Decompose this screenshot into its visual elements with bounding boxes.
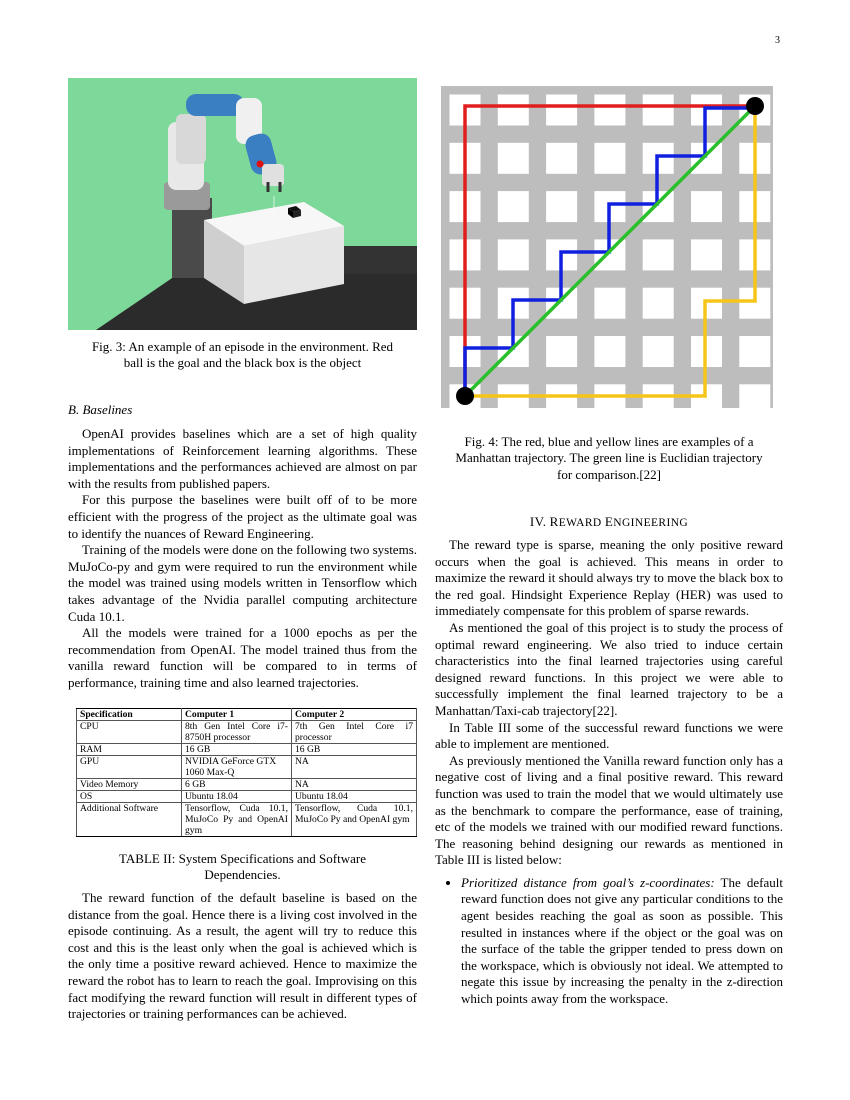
grid-cell xyxy=(643,288,674,319)
table-cell: 7th Gen Intel Core i7 processor xyxy=(292,721,417,744)
table-cell: Video Memory xyxy=(77,779,182,791)
table-cell: NVIDIA GeForce GTX 1060 Max-Q xyxy=(182,756,292,779)
grid-cell xyxy=(739,336,770,367)
grid-cell xyxy=(594,143,625,174)
grid-cell xyxy=(594,95,625,126)
section-b-paragraph: Training of the models were done on the following two systems. MuJoCo-py and gym were required to run the environment while the model was trained using models written in Tensorflow which takes advantage of the Nvidia parallel computing architecture Cuda 10.1. xyxy=(68,542,417,624)
table-cell: Tensorflow, Cuda 10.1, MuJoCo Py and OpenAI gym xyxy=(182,803,292,837)
spec-table xyxy=(76,708,417,837)
grid-cell xyxy=(691,239,722,270)
table-header-cell: Computer 2 xyxy=(292,709,417,721)
section-iv-paragraph: The reward type is sparse, meaning the only positive reward occurs when the goal is achieved. This means in order to maximize the reward it should always try to move the black box to the red goal. Hindsight Experience Replay (HER) was used to immediately compensate for this problem of sparse rewards. xyxy=(435,537,783,619)
bullet-title: Prioritized distance from goal’s z-coordinates: xyxy=(461,874,715,890)
fig4-caption xyxy=(435,434,783,483)
reward-bullets xyxy=(435,875,783,1008)
section-iv-paragraph: As previously mentioned the Vanilla reward function only has a negative cost of living and a final positive reward. This reward function was used to train the model that we would ultimately use as the benchmark to compare the performance, ease of training, etc of the models we trained with our modified reward functions. The reasoning behind designing our rewards as mentioned in Table III is listed below: xyxy=(435,752,783,868)
table2-caption-line1: TABLE II: System Specifications and Software xyxy=(119,851,366,866)
fig3-robot-render xyxy=(68,78,417,330)
table-cell: 16 GB xyxy=(292,744,417,756)
table-cell: 6 GB xyxy=(182,779,292,791)
fig3-caption xyxy=(68,339,417,372)
title-rest: NGINEERING xyxy=(613,517,689,529)
title-initial: E xyxy=(604,514,614,529)
grid-cell xyxy=(546,336,577,367)
table-cell: NA xyxy=(292,779,417,791)
section-iv-heading xyxy=(435,514,783,530)
title-rest: EWARD xyxy=(558,517,602,529)
table2 xyxy=(76,708,417,837)
table-cell: 16 GB xyxy=(182,744,292,756)
table-header-row xyxy=(77,709,417,721)
fig4-caption-line3: for comparison.[22] xyxy=(557,466,661,482)
grid-cell xyxy=(498,191,529,222)
fig4-grid-svg xyxy=(441,86,773,408)
grid-cell xyxy=(643,95,674,126)
fig3-caption-line1: Fig. 3: An example of an episode in the environment. Red xyxy=(91,339,394,354)
grid-cell xyxy=(643,239,674,270)
section-b-paragraph: All the models were trained for a 1000 epochs as per the recommendation from OpenAI. The model trained thus from the vanilla reward function will be compared to in terms of performance, training time and also learned trajectories. xyxy=(68,625,417,690)
section-b-heading: B. Baselines xyxy=(68,402,133,417)
table-cell: GPU xyxy=(77,756,182,779)
table-cell: Tensorflow, Cuda 10.1, MuJoCo Py and OpenAI gym xyxy=(292,803,417,837)
fig4-grid xyxy=(441,86,773,408)
table-row xyxy=(77,721,417,744)
table-row xyxy=(77,791,417,803)
grid-cell xyxy=(498,95,529,126)
table2-caption xyxy=(68,851,417,884)
end-point xyxy=(746,97,764,115)
grid-cell xyxy=(546,95,577,126)
section-iv-body xyxy=(435,537,783,1008)
title-initial: R xyxy=(549,514,559,529)
table-header-cell: Computer 1 xyxy=(182,709,292,721)
grid-cell xyxy=(691,191,722,222)
fig4-trajectory-diagram xyxy=(441,86,773,408)
bullet-text: The default reward function does not give any particular conditions to the agent besides reaching the goal as soon as possible. This resulted in instances where if the object or the goal was on the surface of the table the gripper tended to press down on the workspace, which is obviously not ideal. We attempted to negate this issue by increasing the penalty in the z-direction which points away from the workspace. xyxy=(461,874,783,1007)
left-closing-paragraph: The reward function of the default baseline is based on the distance from the goal. Hence there is a living cost involved in the episode continuing. As a result, the agent will try to reduce this cost and this is the least only when the goal is achieved which is the only time a positive reward achieved. Hence to maximize the reward the robot has to learn to reach the goal. Improvising on this fact modifying the reward function will result in different types of trajectories or training performances can be achieved. xyxy=(68,890,417,1022)
section-number: IV. xyxy=(529,514,547,529)
grid-cell xyxy=(739,384,770,408)
section-b-paragraph: For this purpose the baselines were built off of to be more efficient with the progress of the project as the ultimate goal was to identify the nuances of Reward Engineering. xyxy=(68,492,417,541)
grid-cell xyxy=(546,191,577,222)
grid-cell xyxy=(643,336,674,367)
table-cell: CPU xyxy=(77,721,182,744)
grid-cell xyxy=(498,239,529,270)
section-iv-paragraph: In Table III some of the successful reward functions we were able to implement are mentioned. xyxy=(435,719,783,752)
table-row xyxy=(77,803,417,837)
table-row xyxy=(77,744,417,756)
table-cell: RAM xyxy=(77,744,182,756)
grid-cell xyxy=(594,336,625,367)
fig3-scene-svg xyxy=(68,78,417,330)
table-row xyxy=(77,779,417,791)
grid-cell xyxy=(498,143,529,174)
fig4-caption-line1: Fig. 4: The red, blue and yellow lines are examples of a xyxy=(464,434,754,449)
grid-cell xyxy=(546,143,577,174)
list-item xyxy=(461,875,783,1008)
table-cell: Ubuntu 18.04 xyxy=(292,791,417,803)
table-header-cell: Specification xyxy=(77,709,182,721)
start-point xyxy=(456,387,474,405)
page-number: 3 xyxy=(775,35,780,46)
table-cell: OS xyxy=(77,791,182,803)
table-cell: NA xyxy=(292,756,417,779)
section-iv-paragraph: As mentioned the goal of this project is to study the process of optimal reward engineering. We also tried to induce certain characteristics into the final learned trajectories using careful designed reward functions. In this project we were able to successfully implement the final learned trajectory to be a Manhattan/Taxi-cab trajectory[22]. xyxy=(435,619,783,718)
table2-caption-line2: Dependencies. xyxy=(204,867,281,883)
section-b-paragraph: OpenAI provides baselines which are a set of high quality implementations of Reinforcement learning algorithms. These implementations and the performances achieved are almost on par with the results from published papers. xyxy=(68,426,417,491)
table-cell: 8th Gen Intel Core i7-8750H processor xyxy=(182,721,292,744)
table-cell: Ubuntu 18.04 xyxy=(182,791,292,803)
table-row xyxy=(77,756,417,779)
fig4-caption-line2: Manhattan trajectory. The green line is Euclidian trajectory xyxy=(455,450,763,466)
grid-cell xyxy=(594,288,625,319)
table-cell: Additional Software xyxy=(77,803,182,837)
fig3-caption-line2: ball is the goal and the black box is the object xyxy=(123,355,362,371)
section-b-body xyxy=(68,426,417,692)
